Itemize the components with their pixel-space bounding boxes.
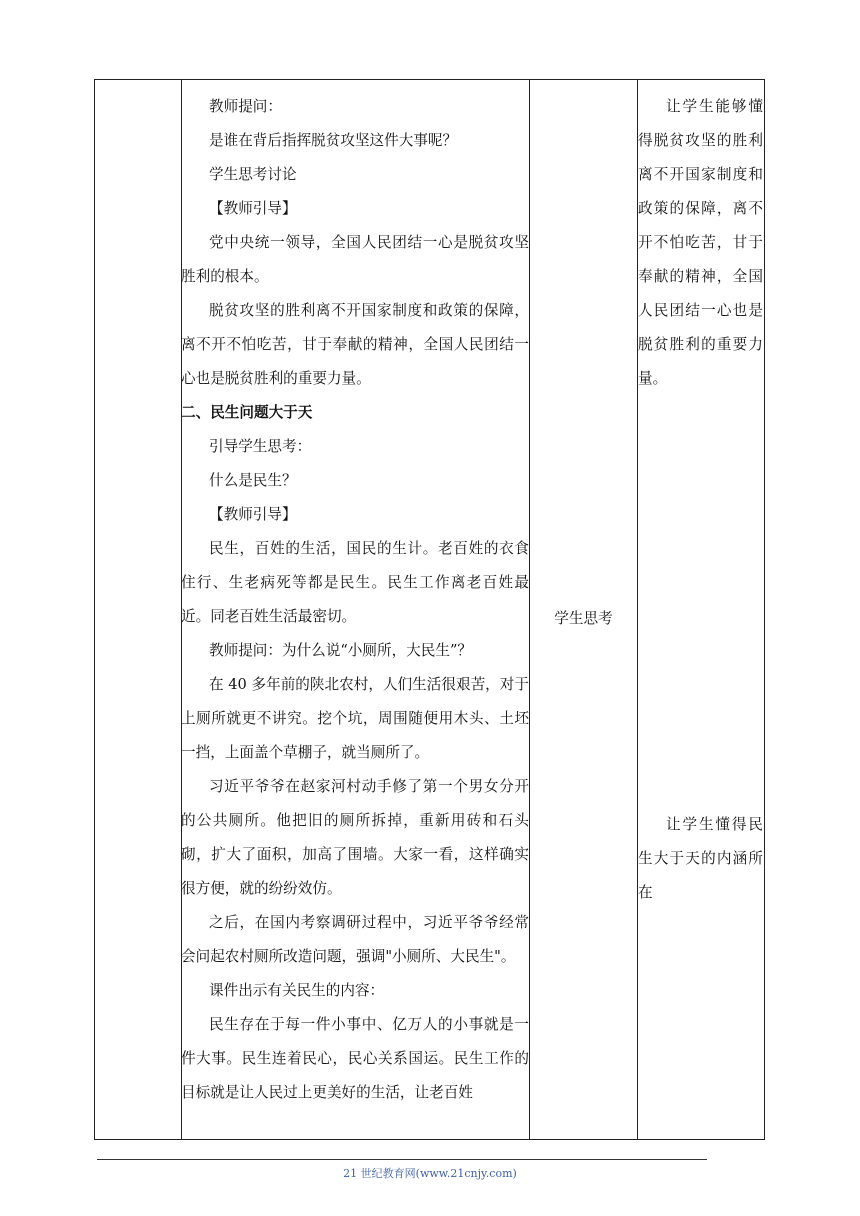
section-heading: 二、民生问题大于天 (181, 404, 313, 421)
paragraph: 脱贫攻坚的胜利离不开国家制度和政策的保障，离不开不怕吃苦，甘于奉献的精神，全国人民团结一心也是脱贫胜利的重要力量。 (181, 302, 529, 387)
student-activity-cell: 学生思考 (554, 610, 613, 627)
paragraph: 习近平爷爷在赵家河村动手修了第一个男女分开的公共厕所。他把旧的厕所拆掉，重新用砖和石头砌，扩大了面积，加高了围墙。大家一看，这样确实很方便，就的纷纷效仿。 (181, 778, 529, 897)
paragraph: 民生，百姓的生活，国民的生计。老百姓的衣食住行、生老病死等都是民生。民生工作离老百姓最近。同老百姓生活最密切。 (181, 540, 529, 625)
paragraph: 引导学生思考： (209, 438, 312, 455)
objective-text: 让学生能够懂得脱贫攻坚的胜利离不开国家制度和政策的保障，离不开不怕吃苦，甘于奉献的精神，全国人民团结一心也是脱贫胜利的重要力量。 (638, 98, 763, 387)
footer-text: 21 世纪教育网(www.21cnjy.com) (343, 1167, 517, 1180)
paragraph: 什么是民生？ (209, 472, 297, 489)
paragraph: 课件出示有关民生的内容： (209, 982, 385, 999)
paragraph: 是谁在背后指挥脱贫攻坚这件大事呢？ (209, 132, 458, 149)
paragraph: 民生存在于每一件小事中、亿万人的小事就是一件大事。民生连着民心，民心关系国运。民生工作的目标就是让人民过上更美好的生活，让老百姓 (181, 1016, 529, 1101)
paragraph: 【教师引导】 (209, 200, 297, 217)
objective-text: 让学生懂得民生大于天的内涵所在 (638, 816, 763, 901)
paragraph: 在 40 多年前的陕北农村，人们生活很艰苦，对于上厕所就更不讲究。挖个坑，周围随便用木头、土坯一挡，上面盖个草棚子，就当厕所了。 (181, 676, 529, 761)
objective-cell (638, 808, 763, 910)
paragraph: 党中央统一领导，全国人民团结一心是脱贫攻坚胜利的根本。 (181, 234, 529, 285)
paragraph: 【教师引导】 (209, 506, 297, 523)
paragraph: 学生思考讨论 (209, 166, 297, 183)
footer-rule (97, 1159, 707, 1160)
paragraph: 教师提问： (209, 98, 282, 115)
lesson-table (94, 79, 765, 1140)
objective-cell (638, 80, 763, 396)
teaching-process-cell (181, 80, 529, 1110)
paragraph: 之后，在国内考察调研过程中，习近平爷爷经常会问起农村厕所改造问题，强调"小厕所、大民生"。 (181, 914, 529, 965)
paragraph: 教师提问：为什么说“小厕所，大民生”？ (209, 642, 473, 659)
